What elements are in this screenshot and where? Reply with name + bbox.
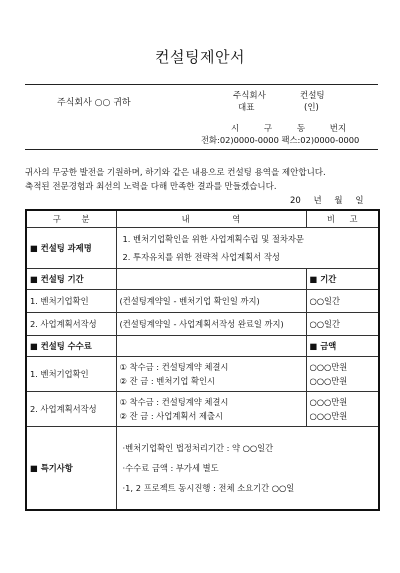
fee-value-2a: ○○○만원 [309, 397, 348, 407]
fee-desc-cell-1 [116, 357, 306, 392]
period-item-2: 2. 사업계획서작성 [26, 313, 116, 336]
fee-section-row [26, 336, 379, 357]
sender-seal: (인) [304, 103, 319, 113]
period-desc-1: (컨설팅계약일 - 벤처기업 확인일 까지) [116, 290, 306, 313]
fee-desc-2a: ① 착수금 : 컨설팅계약 체결시 [119, 397, 229, 407]
document-title: 컨설팅제안서 [155, 48, 245, 66]
period-value-2: ○○일간 [306, 313, 379, 336]
fee-desc-1b: ② 잔 금 : 벤처기업 확인시 [119, 376, 216, 386]
fee-value-cell-2 [306, 392, 379, 427]
period-value-1: ○○일간 [306, 290, 379, 313]
table-row [26, 392, 379, 427]
fee-empty-cell [116, 336, 306, 357]
header-category: 구 분 [26, 210, 116, 228]
fee-desc-2b: ② 잔 금 : 사업계획서 제출시 [119, 411, 224, 421]
task-label: ■ 컨설팅 과제명 [26, 228, 116, 269]
table-row [26, 357, 379, 392]
task-row [26, 228, 379, 269]
period-remark: ■ 기간 [306, 269, 379, 290]
sender-address: 시 구 동 번지 [231, 124, 347, 134]
proposal-table [25, 209, 380, 511]
period-section-row [26, 269, 379, 290]
header-bottom-rule [25, 149, 378, 150]
fee-desc-1a: ① 착수금 : 컨설팅계약 체결시 [119, 362, 229, 372]
special-line-1: ·벤처기업확인 법정처리기간 : 약 ○○일간 [122, 443, 274, 453]
fee-desc-cell-2 [116, 392, 306, 427]
proposal-date: 20 년 월 일 [290, 196, 364, 206]
table-header-row [26, 210, 379, 228]
period-item-1: 1. 벤처기업확인 [26, 290, 116, 313]
special-line-3: ·1, 2 프로젝트 동시진행 : 전체 소요기간 ○○일 [122, 483, 295, 493]
table-row [26, 313, 379, 336]
sender-ceo-label: 대표 [238, 103, 255, 113]
period-label: ■ 컨설팅 기간 [26, 269, 116, 290]
header-remarks: 비 고 [306, 210, 379, 228]
special-row [26, 427, 379, 511]
special-line-2: ·수수료 금액 : 부가세 별도 [122, 463, 219, 473]
fee-value-2b: ○○○만원 [309, 411, 348, 421]
recipient-name: 주식회사 ○○ 귀하 [57, 98, 131, 108]
period-desc-2: (컨설팅계약일 - 사업계획서작성 완료일 까지) [116, 313, 306, 336]
fee-value-1b: ○○○만원 [309, 376, 348, 386]
sender-contact: 전화:02)0000-0000 팩스:02)0000-0000 [201, 135, 360, 145]
fee-item-1: 1. 벤처기업확인 [26, 357, 116, 392]
fee-value-1a: ○○○만원 [309, 362, 348, 372]
intro-line-2: 축적된 전문경험과 최선의 노력을 다해 만족한 결과를 만들겠습니다. [25, 182, 277, 192]
fee-value-cell-1 [306, 357, 379, 392]
fee-label: ■ 컨설팅 수수료 [26, 336, 116, 357]
header-top-rule [25, 84, 378, 85]
header-content: 내 역 [116, 210, 306, 228]
task-line-1: 1. 벤처기업확인을 위한 사업계획수립 및 절차자문 [122, 234, 304, 244]
intro-line-1: 귀사의 무궁한 발전을 기원하며, 하기와 같은 내용으로 컨설팅 용역을 제안합니다. [25, 168, 326, 178]
table-row [26, 290, 379, 313]
special-content [116, 427, 379, 511]
task-line-2: 2. 투자유치를 위한 전략적 사업계획서 작성 [122, 252, 280, 262]
task-content [116, 228, 379, 269]
sender-company-label: 주식회사 [233, 91, 266, 101]
fee-item-2: 2. 사업계획서작성 [26, 392, 116, 427]
fee-remark: ■ 금액 [306, 336, 379, 357]
period-empty-cell [116, 269, 306, 290]
sender-consulting-label: 컨설팅 [300, 91, 325, 101]
special-label: ■ 특기사항 [26, 427, 116, 511]
